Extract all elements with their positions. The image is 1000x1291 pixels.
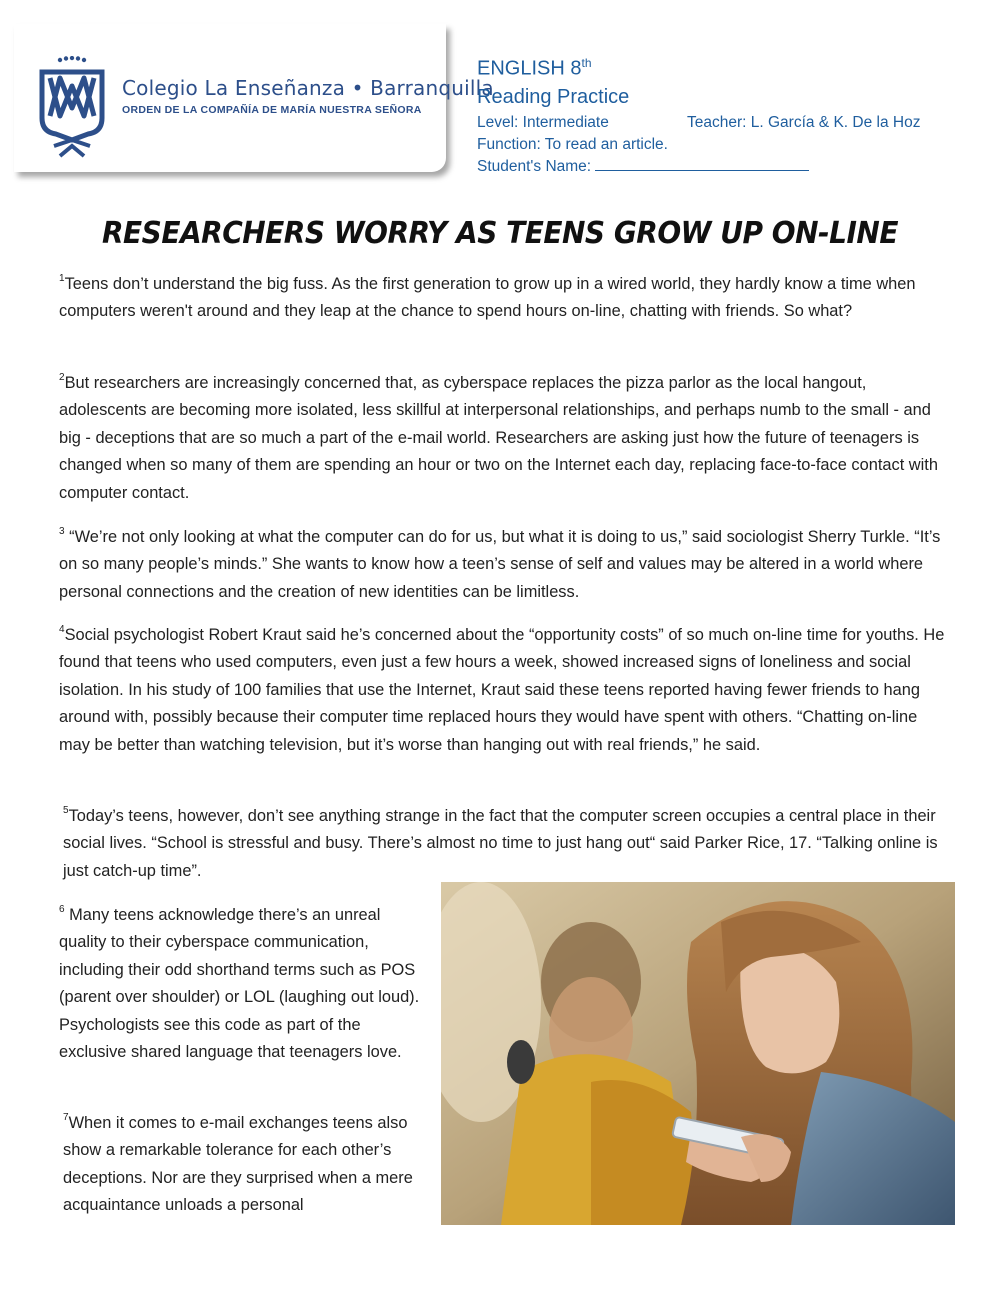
student-name-blank[interactable] (595, 157, 809, 171)
paragraph-2: $^2$But researchers are increasingly concerned that, as cyberspace replaces the pizza parlor as the local hangout, adolescents are becoming more isolated, less skillful at interpersonal relationships, and perhaps numb to the small - and big - deceptions that are so much a part of the e-mail world. Researchers are asking just how the future of teenagers is changed when so many of them are spending an hour or two on the Internet each day, replacing face-to-face contact with computer contact. (59, 371, 938, 502)
practice-heading: Reading Practice (477, 86, 630, 108)
level-label: Level: Intermediate (477, 114, 609, 131)
function-label: Function: To read an article. (477, 136, 668, 153)
teens-texting-photo (441, 882, 955, 1225)
student-name-field[interactable]: Student's Name: (477, 157, 809, 176)
school-crest-icon (36, 56, 108, 166)
paragraph-3: $^3$ “We’re not only looking at what the computer can do for us, but what it is doing to us,” said sociologist Sherry Turkle. “It’s on so many people’s minds.” She wants to know how a teen’s sense of self and values may be altered in a world where personal connections and the creation of new identities can be limitless. (59, 525, 941, 601)
teacher-label: Teacher: L. García & K. De la Hoz (687, 114, 921, 131)
article-title: RESEARCHERS WORRY AS TEENS GROW UP ON-LINE (101, 214, 898, 251)
school-order: ORDEN DE LA COMPAÑÍA DE MARÍA NUESTRA SEÑORA (122, 104, 422, 116)
subject-heading: ENGLISH 8th (477, 56, 592, 80)
paragraph-5: $^5$Today’s teens, however, don’t see anything strange in the fact that the computer screen occupies a central place in their social lives. “School is stressful and busy. There’s almost no time to just hang out“ said Parker Rice, 17. “Talking online is just catch-up time”. (63, 804, 938, 880)
photo-illustration (441, 882, 955, 1225)
paragraph-6: $^6$ Many teens acknowledge there’s an unreal quality to their cyberspace communication, including their odd shorthand terms such as POS (parent over shoulder) or LOL (laughing out loud). Psychologists see this code as part of the exclusive shared language that teenagers love. (59, 903, 420, 1062)
paragraph-4: $^4$Social psychologist Robert Kraut said he’s concerned about the “opportunity costs” of so much on-line time for youths. He found that teens who used computers, even just a few hours a week, showed increased signs of loneliness and social isolation. In his study of 100 families that use the Internet, Kraut said these teens reported having fewer friends to hang around with, possibly because their computer time replaced hours they would have spent with others. “Chatting on-line may be better than watching television, but it’s worse than hanging out with real friends,” he said. (59, 623, 945, 754)
paragraph-7: $^7$When it comes to e-mail exchanges teens also show a remarkable tolerance for each other’s deceptions. Nor are they surprised when a mere acquaintance unloads a personal (63, 1111, 413, 1215)
school-logo-card (14, 24, 494, 172)
paragraph-1: $^1$Teens don’t understand the big fuss. As the first generation to grow up in a wired world, they hardly know a time when computers weren't around and they leap at the chance to spend hours on-line, chatting with friends. So what? (59, 272, 916, 321)
school-name: Colegio La Enseñanza • Barranquilla (122, 76, 494, 100)
